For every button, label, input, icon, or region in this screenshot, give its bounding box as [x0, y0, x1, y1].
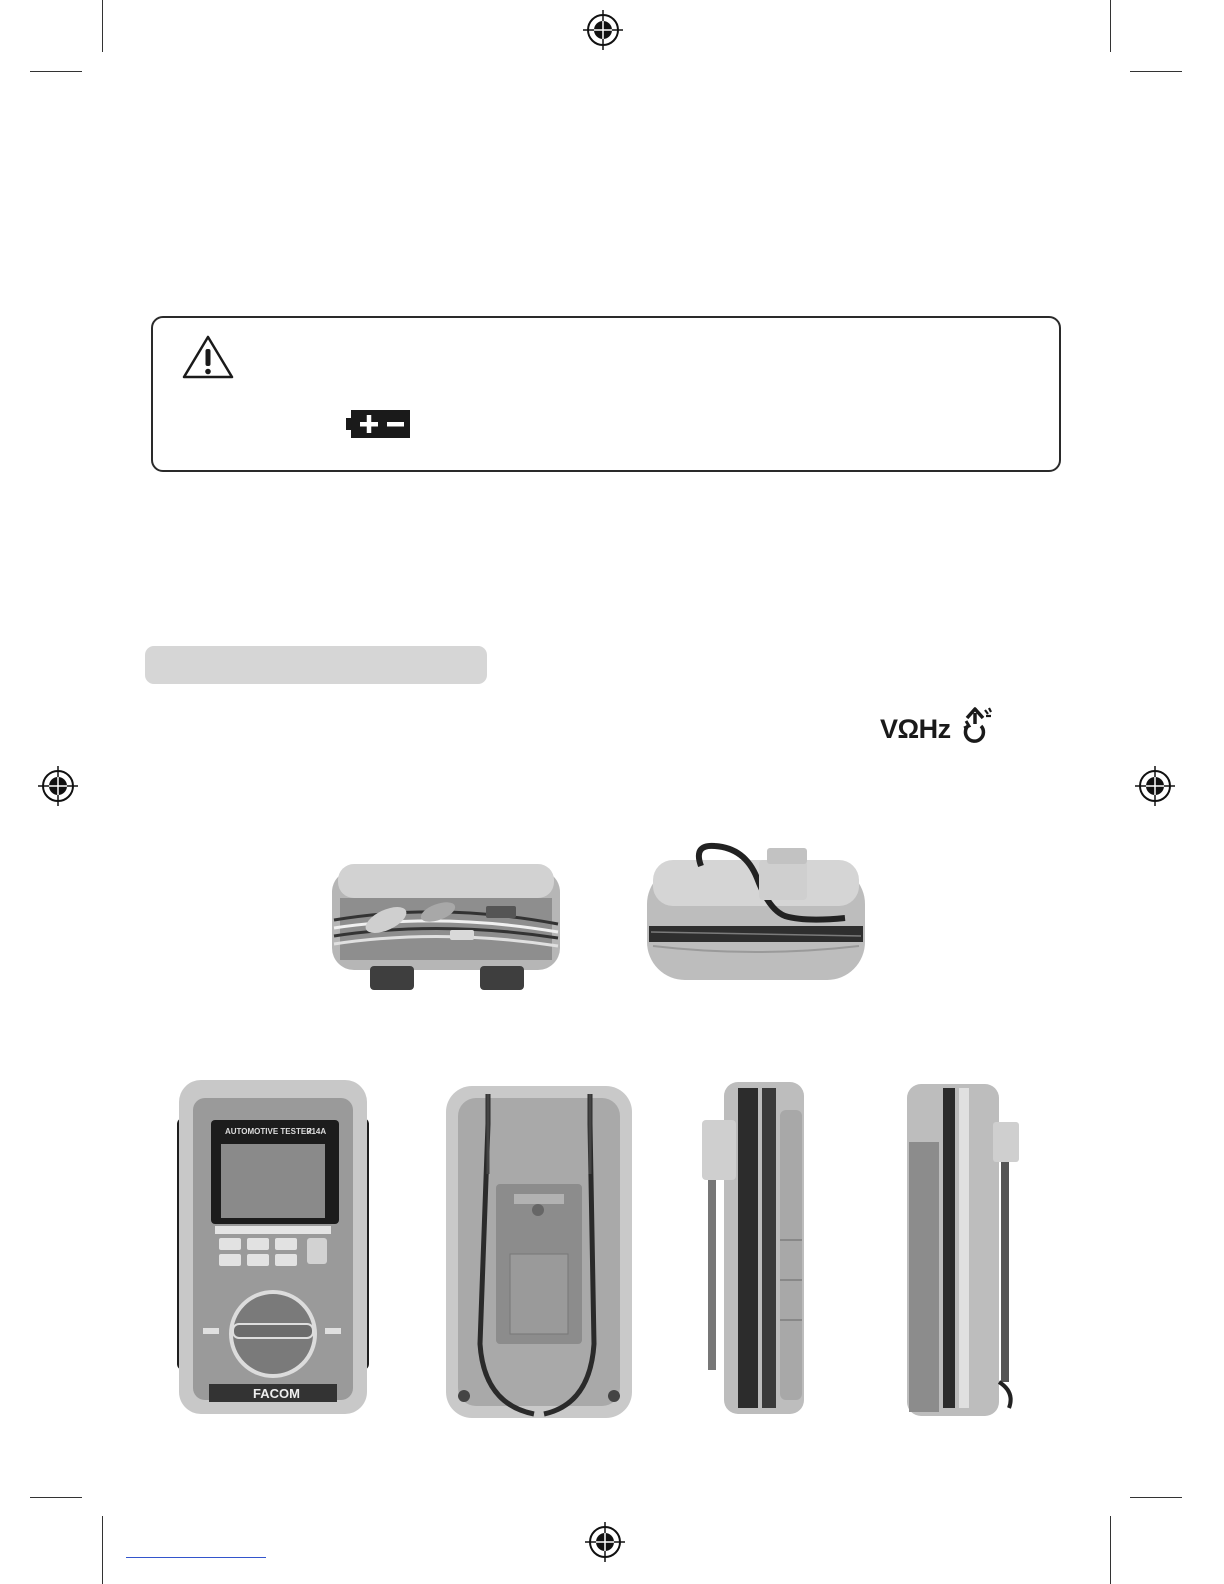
battery-plus-minus-icon	[346, 410, 410, 438]
footer-rule	[126, 1557, 266, 1558]
screen-label-text: AUTOMOTIVE TESTER	[225, 1127, 312, 1136]
device-photo-top-leads	[330, 862, 562, 992]
brand-label-text: FACOM	[253, 1386, 300, 1401]
warning-box	[151, 316, 1061, 472]
crop-mark-bottom-right-v	[1110, 1516, 1111, 1584]
crop-mark-bottom-left-v	[102, 1516, 103, 1584]
model-label-text: 714A	[307, 1127, 327, 1136]
registration-mark-icon	[1135, 766, 1175, 806]
crop-mark-top-right-h	[1130, 71, 1182, 72]
device-photo-front	[175, 1078, 371, 1416]
device-photo-side-left	[698, 1080, 810, 1416]
device-photo-side-right	[905, 1082, 1023, 1418]
crop-mark-top-right-v	[1110, 0, 1111, 52]
warning-triangle-icon	[181, 334, 235, 380]
crop-mark-top-left-v	[102, 0, 103, 52]
registration-mark-icon	[585, 1522, 625, 1562]
device-photo-back	[444, 1084, 634, 1422]
device-photo-top-cord	[645, 838, 867, 982]
crop-mark-bottom-left-h	[30, 1497, 82, 1498]
engine-rpm-icon	[955, 704, 995, 744]
crop-mark-top-left-h	[30, 71, 82, 72]
crop-mark-bottom-right-h	[1130, 1497, 1182, 1498]
function-symbol-text: VΩHz	[880, 714, 951, 744]
registration-mark-icon	[38, 766, 78, 806]
registration-mark-icon	[583, 10, 623, 50]
section-header-bar	[145, 646, 487, 684]
